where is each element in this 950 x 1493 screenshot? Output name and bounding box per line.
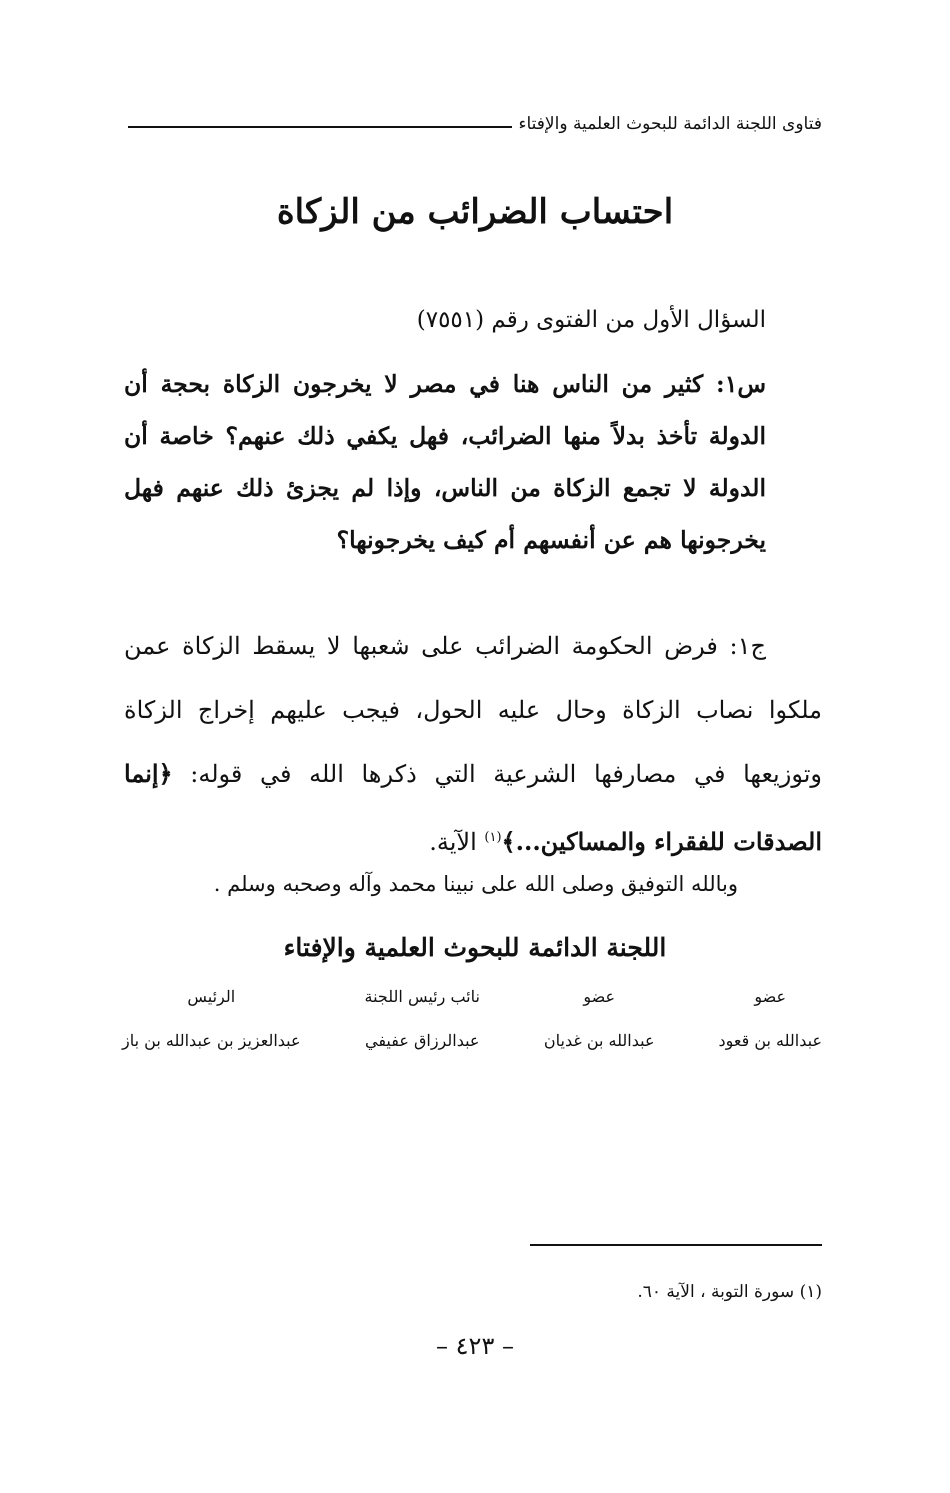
- page-title: احتساب الضرائب من الزكاة: [276, 192, 674, 232]
- running-header: [128, 112, 822, 136]
- signatory-name: عبدالرزاق عفيفي: [364, 1031, 480, 1050]
- signatory-role: الرئيس: [187, 987, 236, 1006]
- signatory-role: نائب رئيس اللجنة: [364, 987, 480, 1006]
- footnote: (١) سورة التوبة ، الآية ٦٠.: [637, 1282, 822, 1302]
- header-rule: [128, 126, 512, 128]
- answer-block: [124, 614, 822, 874]
- quran-quote: ﴿إنما الصدقات للفقراء والمساكين...﴾: [124, 759, 822, 856]
- running-title: فتاوى اللجنة الدائمة للبحوث العلمية والإفتاء: [518, 114, 822, 134]
- signatures-row: [122, 982, 822, 1056]
- committee-name: اللجنة الدائمة للبحوث العلمية والإفتاء: [283, 933, 667, 962]
- fatwa-reference: السؤال الأول من الفتوى رقم (٧٥٥١): [416, 307, 766, 333]
- signatory: [365, 982, 480, 1056]
- page-number: – ٤٢٣ –: [436, 1332, 514, 1360]
- footnote-rule: [530, 1244, 822, 1246]
- signatory-role: عضو: [754, 987, 787, 1006]
- signatory-name: عبدالعزيز بن عبدالله بن باز: [122, 1031, 301, 1050]
- signatory-name: عبدالله بن غديان: [543, 1031, 655, 1050]
- question-text: س١: كثير من الناس هنا في مصر لا يخرجون الزكاة بحجة أن الدولة تأخذ بدلاً منها الضرائب، فهل يكفي ذلك عنهم؟ خاصة أن الدولة لا تجمع الزكاة من الناس، وإذا لم يجزئ ذلك عنهم فهل يخرجونها هم عن أنفسهم أم كيف يخرجونها؟: [124, 370, 766, 554]
- answer-suffix: الآية.: [429, 828, 477, 856]
- footnote-marker: (١): [484, 830, 502, 845]
- signatory: [122, 982, 301, 1056]
- signatory: [718, 982, 822, 1056]
- signatory: [544, 982, 655, 1056]
- answer-text: ج١: فرض الحكومة الضرائب على شعبها لا يسقط الزكاة عمن ملكوا نصاب الزكاة وحال عليه الحول، فيجب عليهم إخراج الزكاة وتوزيعها في مصارفها الشرعية التي ذكرها الله في قوله:: [124, 632, 823, 788]
- signatory-role: عضو: [583, 987, 616, 1006]
- signatory-name: عبدالله بن قعود: [718, 1031, 822, 1050]
- closing-line: وبالله التوفيق وصلى الله على نبينا محمد وآله وصحبه وسلم .: [213, 872, 738, 896]
